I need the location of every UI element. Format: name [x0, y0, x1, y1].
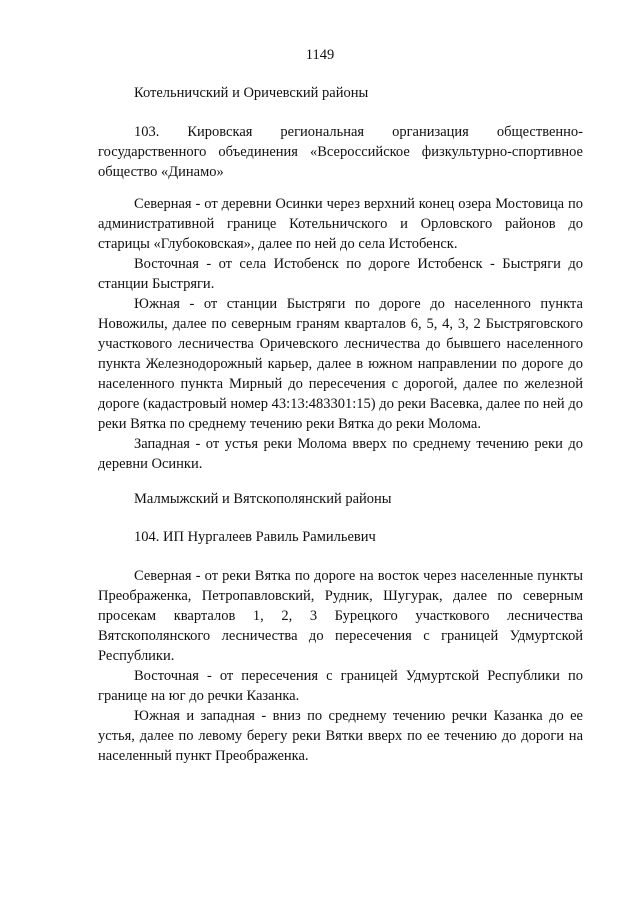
- boundaries-103: [98, 194, 583, 474]
- boundary-south-west-104: Южная и западная - вниз по среднему течению речки Казанка до ее устья, далее по левому берегу реки Вятки вверх по ее течению до дороги на населенный пункт Преображенка.: [98, 708, 583, 764]
- org-104-title: 104. ИП Нургалеев Равиль Рамильевич: [134, 529, 376, 545]
- boundary-east-103: Восточная - от села Истобенск по дороге Истобенск - Быстряги до станции Быстряги.: [98, 256, 583, 292]
- boundary-north-103: Северная - от деревни Осинки через верхний конец озера Мостовица по административной границе Котельничского и Орловского районов до старицы «Глубоковская», далее по ней до села Истобенск.: [98, 196, 583, 252]
- section-heading-malmyzh: Малмыжский и Вятскополянский районы: [134, 491, 392, 507]
- boundaries-104: [98, 566, 583, 766]
- section-heading-kotelnich: Котельничский и Оричевский районы: [134, 85, 369, 101]
- page-number: 1149: [305, 47, 335, 63]
- boundary-east-104: Восточная - от пересечения с границей Удмуртской Республики по границе на юг до речки Казанка.: [98, 668, 583, 704]
- boundary-north-104: Северная - от реки Вятка по дороге на восток через населенные пункты Преображенка, Петропавловский, Рудник, Шугурак, далее по северным просекам кварталов 1, 2, 3 Бурецкого участкового лесничества Вятскополянского лесничества до пересечения с границей Удмуртской Республики.: [98, 568, 583, 664]
- boundary-west-103: Западная - от устья реки Молома вверх по среднему течению реки до деревни Осинки.: [98, 436, 583, 472]
- org-103-block: [98, 122, 583, 182]
- org-103-title: 103. Кировская региональная организация общественно-государственного объединения «Всероссийское физкультурно-спортивное общество «Динамо»: [98, 124, 583, 180]
- boundary-south-103: Южная - от станции Быстряги по дороге до населенного пункта Новожилы, далее по северным граням кварталов 6, 5, 4, 3, 2 Быстряговского участкового лесничества Оричевского лесничества до бывшего населенного пункта Железнодорожный карьер, далее в южном направлении по дороге до населенного пункта Мирный до пересечения с дорогой, далее по железной дороге (кадастровый номер 43:13:483301:15) до реки Васевка, далее по ней до реки Вятка по среднему течению реки Вятка до реки Молома.: [98, 296, 583, 432]
